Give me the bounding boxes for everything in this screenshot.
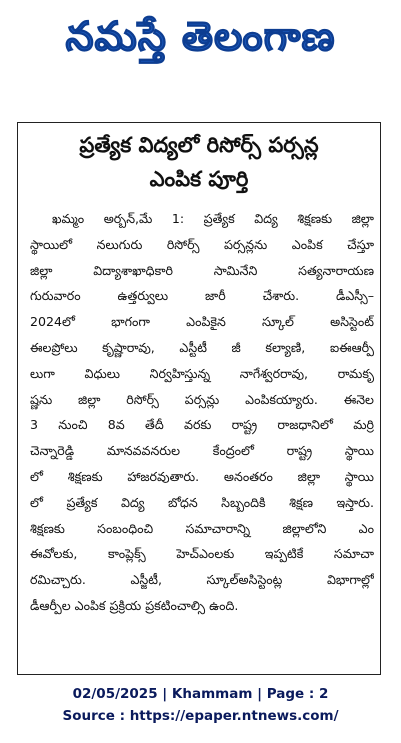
body-line: శిక్షణకు సంబంధించి సమాచారాన్ని జిల్లాలోని ఎం bbox=[30, 520, 374, 536]
body-line: చెన్నారెడ్డి మానవవనరుల కేంద్రంలో రాష్ట్ర స్థాయి bbox=[30, 443, 374, 459]
body-line: లో శిక్షణకు హాజరవుతారు. అనంతరం జిల్లా స్థాయి bbox=[30, 468, 374, 484]
body-line: ష్ణను జిల్లా రిసోర్స్ పర్సన్లు ఎంపికయ్యారు. ఈనెల bbox=[30, 391, 374, 407]
headline-line-2: ఎంపిక పూర్తి bbox=[149, 167, 249, 191]
footer-source: Source : https://epaper.ntnews.com/ bbox=[62, 708, 339, 724]
article-body bbox=[30, 206, 374, 619]
body-line: లుగా విధులు నిర్వహిస్తున్న నాగేశ్వరరావు, రామకృ bbox=[30, 365, 374, 381]
body-line: డీఆర్పీల ఎంపిక ప్రక్రియ ప్రకటించాల్సి ఉంది. bbox=[30, 597, 239, 613]
masthead-title: నమస్తే తెలంగాణ bbox=[65, 12, 336, 60]
body-line: స్థాయిలో నలుగురు రిసోర్స్ పర్సన్లను ఎంపిక చేస్తూ bbox=[30, 236, 374, 252]
body-line: జిల్లా విద్యాశాఖాధికారి సామినేని సత్యనారాయణ bbox=[30, 262, 374, 278]
body-line: రమిచ్చారు. ఎస్జీటీ, స్కూల్అసిస్టెంట్ల విభాగాల్లో bbox=[30, 572, 374, 588]
body-line: ఈవోలకు, కాంప్లెక్స్ హెచ్ఎంలకు ఇప్పటికే సమాచా bbox=[30, 546, 374, 562]
body-line: గురువారం ఉత్తర్వులు జారీ చేశారు. డీఎస్సీ– bbox=[30, 288, 374, 304]
body-line: ఖమ్మం అర్బన్,మే 1: ప్రత్యేక విద్య శిక్షణకు జిల్లా bbox=[52, 211, 374, 226]
body-line: 2024లో భాగంగా ఎంపికైన స్కూల్ అసిస్టెంట్ bbox=[30, 314, 374, 330]
body-line: ఈలప్రోలు కృష్ణారావు, ఎస్టీటీ జీ కల్యాణి, ఐఈఆర్పీ bbox=[30, 339, 374, 355]
headline-line-1: ప్రత్యేక విద్యలో రిసోర్స్ పర్సన్ల bbox=[79, 133, 319, 157]
page-footer bbox=[0, 683, 401, 727]
body-line: 3 నుంచి 8వ తేదీ వరకు రాష్ట్ర రాజధానిలో మర్రి bbox=[30, 417, 374, 433]
masthead bbox=[0, 0, 401, 82]
body-line: లో ప్రత్యేక విద్య బోధన సిబ్బందికి శిక్షణ ఇస్తారు. bbox=[30, 494, 374, 510]
article-headline bbox=[17, 128, 381, 196]
footer-date-edition: 02/05/2025 | Khammam | Page : 2 bbox=[72, 686, 329, 702]
